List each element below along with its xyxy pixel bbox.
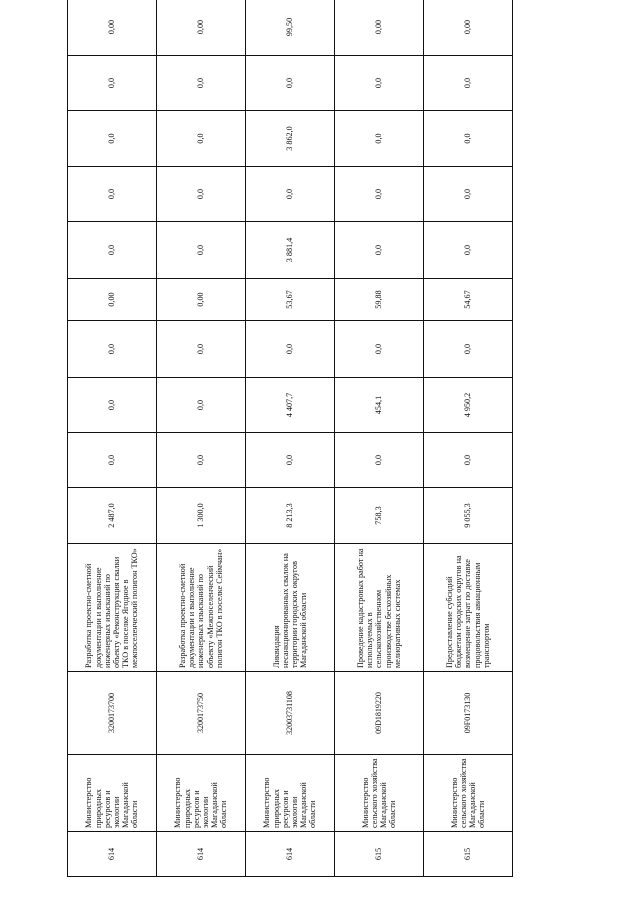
budget-table — [67, 0, 513, 877]
expense-description: Разработка проектно-сметной документации и выполнение инженерных изысканий по объекту «Реконструкция свалки ТКО в поселке Ягодное в межпоселенческий полигон ТКО» — [68, 544, 157, 672]
value-cell: 0,0 — [246, 167, 335, 222]
percent-cell: 59,88 — [335, 279, 424, 321]
budget-classification-code: 09D1819220 — [335, 672, 424, 755]
total-amount: 758,3 — [335, 488, 424, 544]
table-row — [246, 0, 335, 877]
percent-cell: 0,00 — [424, 0, 513, 56]
value-cell: 0,0 — [335, 433, 424, 488]
budget-classification-code: 09F0173130 — [424, 672, 513, 755]
ministry-name: Министерство природных ресурсов и экологии Магаданской области — [246, 755, 335, 832]
value-cell: 0,0 — [424, 433, 513, 488]
value-cell: 3 862,0 — [246, 111, 335, 167]
value-cell: 0,0 — [68, 111, 157, 167]
value-cell: 0,0 — [68, 433, 157, 488]
value-cell: 3 881,4 — [246, 222, 335, 279]
total-amount: 9 055,3 — [424, 488, 513, 544]
value-cell: 0,0 — [68, 378, 157, 433]
value-cell: 0,0 — [157, 222, 246, 279]
row-code: 615 — [424, 832, 513, 877]
expense-description: Проведение кадастровых работ на используемых в сельскохозяйственном производстве бесхозяйных мелиоративных системах — [335, 544, 424, 672]
budget-classification-code: 32003731108 — [246, 672, 335, 755]
percent-cell: 0,00 — [68, 279, 157, 321]
row-code: 614 — [246, 832, 335, 877]
value-cell: 0,0 — [157, 433, 246, 488]
percent-cell: 0,00 — [335, 0, 424, 56]
value-cell: 0,0 — [157, 111, 246, 167]
budget-classification-code: 3200173750 — [157, 672, 246, 755]
value-cell: 4 407,7 — [246, 378, 335, 433]
ministry-name: Министерство природных ресурсов и экологии Магаданской области — [157, 755, 246, 832]
value-cell: 0,0 — [246, 433, 335, 488]
percent-cell: 0,00 — [157, 279, 246, 321]
expense-description: Ликвидация несанкционированных свалок на территории городских округов Магаданской области — [246, 544, 335, 672]
table-row — [335, 0, 424, 877]
rotated-table-frame — [67, 17, 512, 877]
value-cell: 0,0 — [68, 222, 157, 279]
percent-cell: 53,67 — [246, 279, 335, 321]
value-cell: 0,0 — [157, 56, 246, 111]
value-cell: 0,0 — [246, 56, 335, 111]
value-cell: 0,0 — [68, 321, 157, 378]
value-cell: 0,0 — [424, 222, 513, 279]
row-code: 614 — [157, 832, 246, 877]
value-cell: 0,0 — [246, 321, 335, 378]
value-cell: 0,0 — [424, 111, 513, 167]
value-cell: 0,0 — [424, 56, 513, 111]
budget-classification-code: 3200173700 — [68, 672, 157, 755]
value-cell: 454,1 — [335, 378, 424, 433]
value-cell: 0,0 — [157, 321, 246, 378]
value-cell: 0,0 — [157, 378, 246, 433]
expense-description: Разработка проектно-сметной документации и выполнение инженерных изысканий по объекту «Межпоселенческий полигон ТКО в поселке Сеймчан» — [157, 544, 246, 672]
value-cell: 0,0 — [335, 167, 424, 222]
total-amount: 2 487,0 — [68, 488, 157, 544]
value-cell: 0,0 — [68, 167, 157, 222]
value-cell: 0,0 — [424, 321, 513, 378]
percent-cell: 0,00 — [68, 0, 157, 56]
percent-cell: 0,00 — [157, 0, 246, 56]
percent-cell: 99,50 — [246, 0, 335, 56]
table-row — [424, 0, 513, 877]
value-cell: 0,0 — [335, 222, 424, 279]
percent-cell: 54,67 — [424, 279, 513, 321]
total-amount: 8 213,3 — [246, 488, 335, 544]
row-code: 615 — [335, 832, 424, 877]
table-row — [68, 0, 157, 877]
expense-description: Предоставление субсидий бюджетам городских округов на возмещение затрат по доставке продовольствия авиационным транспортом — [424, 544, 513, 672]
value-cell: 0,0 — [335, 111, 424, 167]
table-body — [68, 0, 513, 877]
value-cell: 0,0 — [335, 321, 424, 378]
table-row — [157, 0, 246, 877]
value-cell: 0,0 — [157, 167, 246, 222]
row-code: 614 — [68, 832, 157, 877]
ministry-name: Министерство сельского хозяйства Магаданской области — [424, 755, 513, 832]
ministry-name: Министерство природных ресурсов и экологии Магаданской области — [68, 755, 157, 832]
value-cell: 0,0 — [335, 56, 424, 111]
value-cell: 4 950,2 — [424, 378, 513, 433]
value-cell: 0,0 — [68, 56, 157, 111]
value-cell: 0,0 — [424, 167, 513, 222]
ministry-name: Министерство сельского хозяйства Магаданской области — [335, 755, 424, 832]
total-amount: 1 300,0 — [157, 488, 246, 544]
